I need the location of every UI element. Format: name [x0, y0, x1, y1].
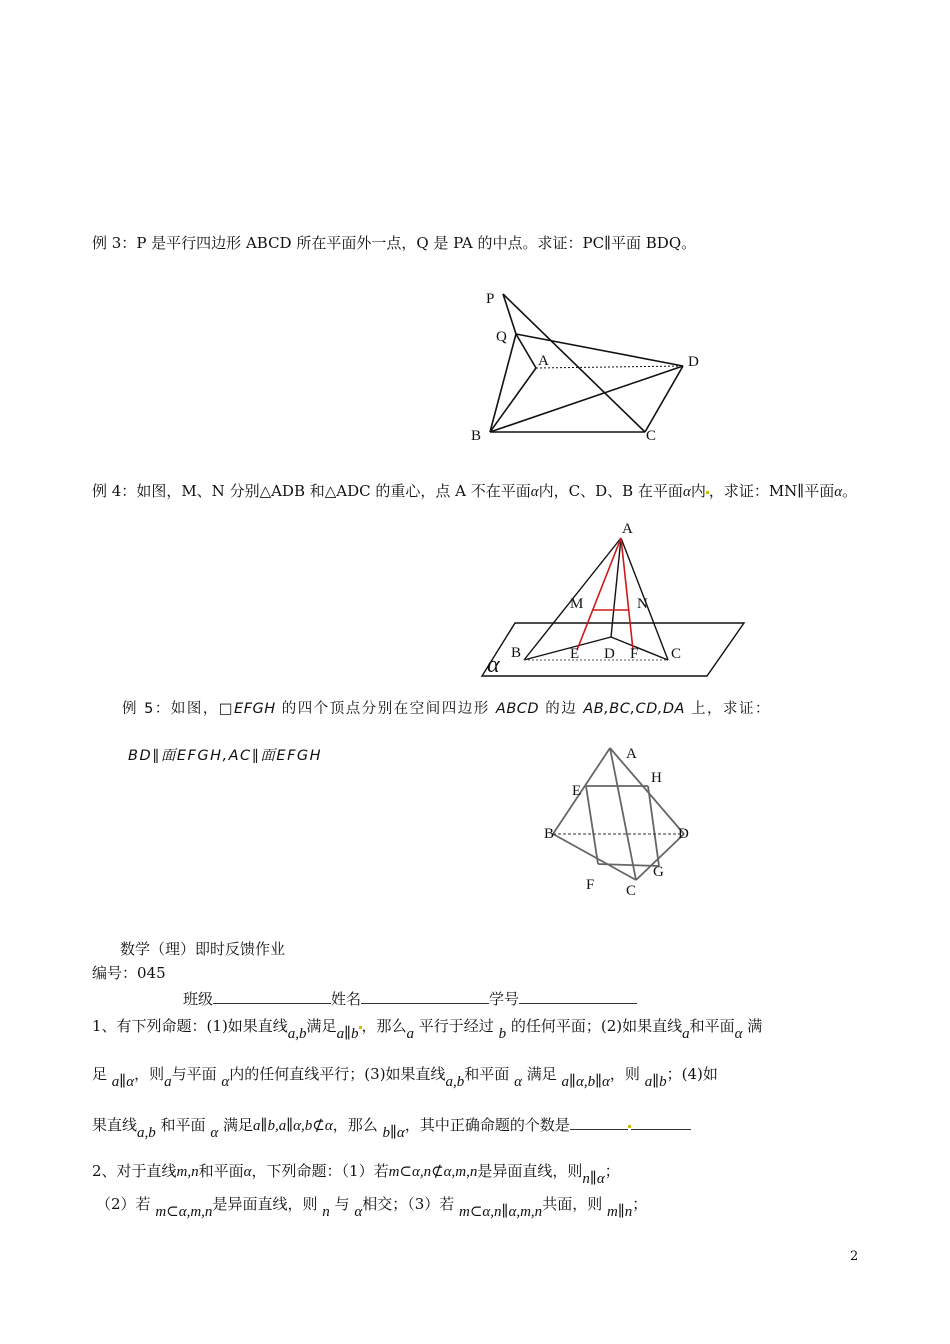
- point-c-label: C: [626, 883, 637, 899]
- answer-blank-right[interactable]: [631, 1114, 691, 1130]
- q1-text: ，那么: [332, 1116, 378, 1134]
- point-d-label: D: [678, 826, 689, 842]
- q1-math: a∥b,a∥α,b⊄α: [253, 1118, 333, 1134]
- point-f-label: F: [586, 877, 595, 893]
- point-c-label: C: [671, 646, 682, 662]
- point-b-label: B: [471, 428, 482, 444]
- edges-math: AB,BC,CD,DA: [583, 701, 685, 717]
- page-number: 2: [850, 1249, 859, 1264]
- point-a-label: A: [626, 746, 637, 762]
- point-a-label: A: [622, 521, 633, 537]
- q1-line-1: [92, 1016, 763, 1042]
- parallelogram-symbol: □: [218, 701, 235, 717]
- abcd-math: ABCD: [495, 701, 540, 717]
- example-4-text-e: 。: [842, 482, 858, 500]
- q1-text: 满: [747, 1017, 763, 1035]
- q2-text: 相交；（3）若: [362, 1195, 455, 1213]
- point-c-label: C: [646, 428, 657, 444]
- homework-title: 数学（理）即时反馈作业: [120, 940, 286, 958]
- answer-blank-left[interactable]: [570, 1114, 628, 1130]
- q1-text: 内的任何直线平行；(3)如果直线: [229, 1065, 446, 1083]
- q1-text: 满足: [306, 1017, 337, 1035]
- example-5-text-b: 的四个顶点分别在空间四边形: [275, 701, 496, 717]
- point-g-label: G: [653, 864, 664, 880]
- q1-text: 满足: [223, 1116, 254, 1134]
- q1-text: ，那么: [361, 1017, 407, 1035]
- q2-text: 是异面直线，则: [477, 1162, 583, 1180]
- example-4-label: 例 4：: [92, 482, 137, 500]
- q1-text: 平行于经过: [418, 1017, 494, 1035]
- q1-math: a∥b: [644, 1074, 667, 1090]
- q1-math: α: [210, 1125, 219, 1141]
- q2-math: α: [243, 1164, 252, 1180]
- q1-text: 与平面: [171, 1065, 217, 1083]
- q1-math: b∥α: [382, 1125, 405, 1141]
- q1-text: 和平面: [160, 1116, 206, 1134]
- q1-text: 满足: [526, 1065, 557, 1083]
- q1-text: ；(4)如: [666, 1065, 718, 1083]
- q1-math: α: [514, 1074, 522, 1090]
- q2-math: m⊂α,n⊄α,m,n: [388, 1164, 478, 1180]
- q1-line-3: [92, 1114, 691, 1141]
- point-f-label: F: [630, 646, 639, 662]
- example-5-line-2: BD∥面EFGH,AC∥面EFGH: [128, 748, 323, 764]
- q2-math: m⊂α,m,n: [155, 1204, 213, 1220]
- point-e-label: E: [570, 646, 580, 662]
- q1-line-2: [92, 1064, 718, 1090]
- q2-text: 共面，则: [542, 1195, 603, 1213]
- plane-alpha-label: α: [487, 652, 500, 678]
- example-5-text-c: 的边: [539, 701, 584, 717]
- q1-math: a: [406, 1026, 415, 1042]
- example-5-text-d: 上，求证：: [684, 701, 772, 717]
- q2-text: （2）若: [96, 1195, 151, 1213]
- q1-text: 和平面: [689, 1017, 735, 1035]
- student-info-row: [183, 988, 637, 1009]
- example-4-text-b: 内，C、D、B 在平面: [538, 482, 683, 500]
- homework-number: 编号：045: [92, 964, 166, 982]
- student-id-field[interactable]: [519, 988, 637, 1004]
- example-5-text-a: 如图，: [170, 701, 219, 717]
- q2-math: m,n: [176, 1164, 199, 1180]
- q1-math: a,b: [445, 1074, 465, 1090]
- example-3-label: 例 3：: [92, 234, 137, 252]
- point-h-label: H: [651, 770, 662, 786]
- q2-line-1: [92, 1161, 620, 1187]
- point-e-label: E: [572, 783, 582, 799]
- q2-math: m⊂α,n∥α,m,n: [459, 1204, 543, 1220]
- name-label: 姓名: [331, 990, 362, 1008]
- q1-math: a∥α: [111, 1074, 135, 1090]
- alpha-symbol: α: [530, 484, 539, 500]
- q1-math: a∥α,b∥α: [561, 1074, 610, 1090]
- q2-text: ；: [604, 1162, 620, 1180]
- point-b-label: B: [544, 826, 555, 842]
- example-5-label: 例 5：: [122, 701, 171, 717]
- q2-text: 和平面: [198, 1162, 244, 1180]
- q1-text: 和平面: [464, 1065, 510, 1083]
- point-d-label: D: [688, 354, 699, 370]
- q1-text: 足: [92, 1065, 108, 1083]
- point-a-label: A: [538, 353, 549, 369]
- q1-text: ，其中正确命题的个数是: [404, 1116, 570, 1134]
- q1-text: 1、有下列命题：(1)如果直线: [92, 1017, 288, 1035]
- example-4-text-a: 如图，M、N 分别△ADB 和△ADC 的重心，点 A 不在平面: [136, 482, 531, 500]
- alpha-symbol: α: [834, 484, 843, 500]
- q2-text: ；: [632, 1195, 648, 1213]
- q1-math: a,b: [287, 1026, 307, 1042]
- q1-text: ，则: [609, 1065, 640, 1083]
- student-id-label: 学号: [489, 990, 520, 1008]
- point-m-label: M: [570, 596, 584, 612]
- point-q-label: Q: [496, 329, 507, 345]
- q1-math: α: [221, 1074, 230, 1090]
- q1-math: α: [734, 1026, 743, 1042]
- q1-math: a,b: [137, 1125, 156, 1141]
- q2-math: n∥α: [582, 1171, 605, 1187]
- example-4-text-c: 内: [690, 482, 706, 500]
- q1-math: a: [164, 1074, 172, 1090]
- q2-math: α: [354, 1204, 363, 1220]
- q2-math: n: [322, 1204, 330, 1220]
- q1-text: 果直线: [92, 1116, 138, 1134]
- point-n-label: N: [637, 596, 648, 612]
- name-field[interactable]: [361, 988, 489, 1004]
- q2-text: ，下列命题：（1）若: [251, 1162, 389, 1180]
- q1-math: b: [498, 1026, 507, 1042]
- example-4-text-d: ，求证：MN∥平面: [708, 482, 835, 500]
- q2-text: 2、对于直线: [92, 1162, 177, 1180]
- q1-math: a: [682, 1026, 690, 1042]
- point-b-label: B: [511, 645, 522, 661]
- alpha-symbol: α: [682, 484, 691, 500]
- point-p-label: P: [486, 291, 495, 307]
- example-3-statement: P 是平行四边形 ABCD 所在平面外一点，Q 是 PA 的中点。求证：PC∥平面 BDQ。: [136, 234, 697, 252]
- efgh-math: EFGH: [234, 701, 276, 717]
- class-label: 班级: [183, 990, 214, 1008]
- q2-text: 与: [334, 1195, 350, 1213]
- q1-math: a∥b: [336, 1026, 359, 1042]
- q2-text: 是异面直线，则: [212, 1195, 318, 1213]
- q1-text: 的任何平面；(2)如果直线: [510, 1017, 683, 1035]
- q1-text: ，则: [134, 1065, 165, 1083]
- point-d-label: D: [604, 646, 615, 662]
- q2-line-2: [96, 1194, 648, 1220]
- q2-math: m∥n: [606, 1204, 633, 1220]
- class-field[interactable]: [213, 988, 331, 1004]
